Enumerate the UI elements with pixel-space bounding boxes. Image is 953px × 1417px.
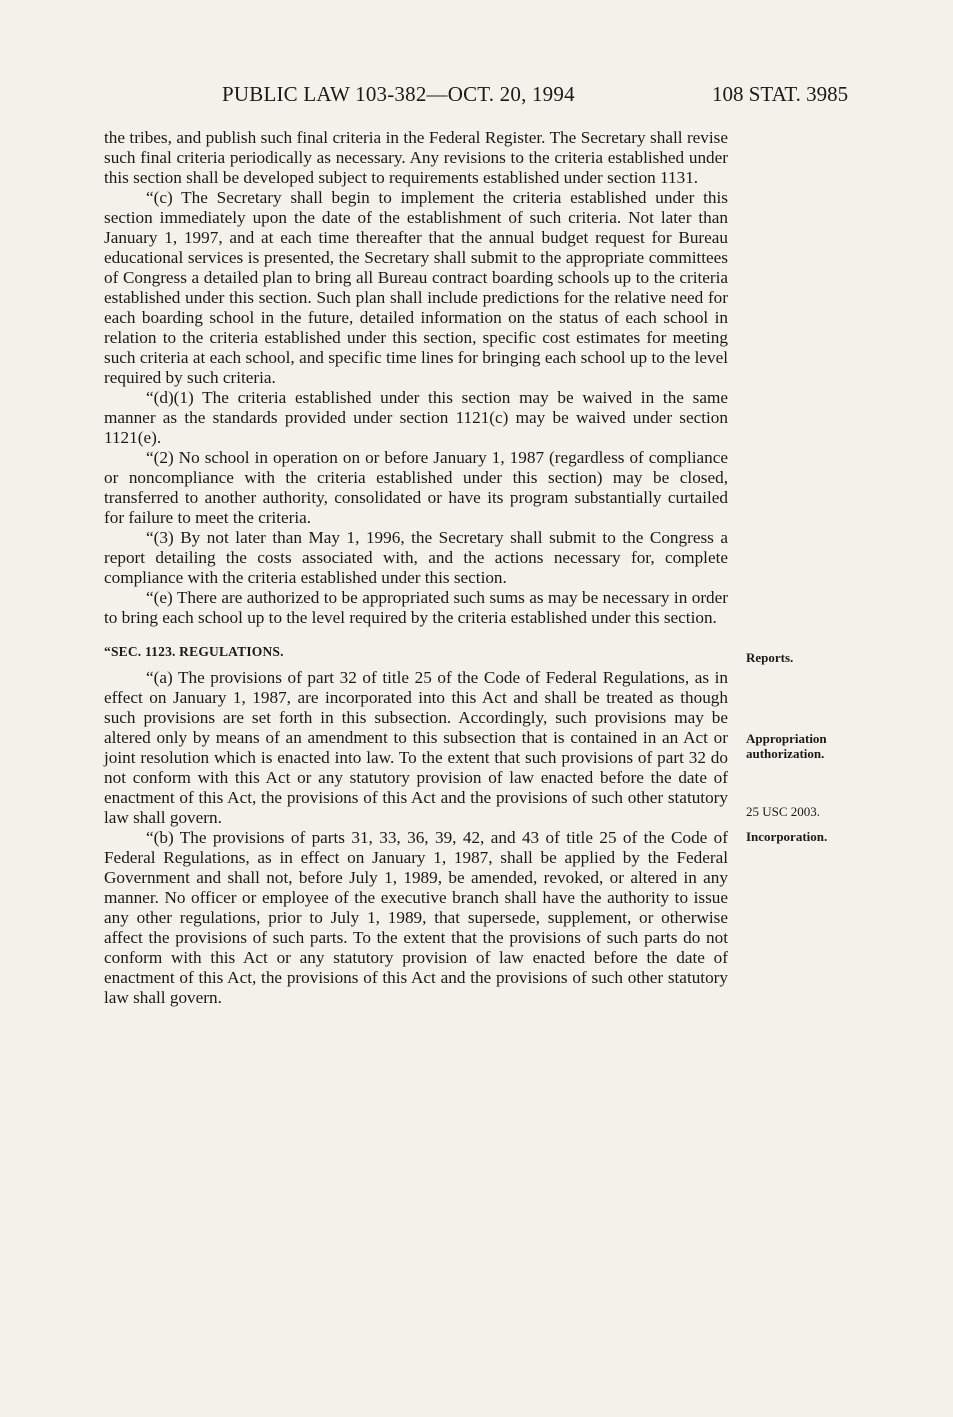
margin-note-appropriation-line2: authorization. [746, 746, 825, 761]
margin-note-appropriation [746, 731, 827, 761]
section-heading: “SEC. 1123. REGULATIONS. [104, 644, 284, 659]
paragraph-c: “(c) The Secretary shall begin to implement the criteria established under this section immediately upon the date of the establishment of such criteria. Not later than January 1, 1997, and at each time thereafter that the annual budget request for Bureau educational services is presented, the Secretary shall submit to the appropriate committees of Congress a detailed plan to bring all Bureau contract boarding schools up to the criteria established under this section. Such plan shall include predictions for the relative need for each boarding school in the future, detailed information on the status of each school in relation to the criteria established under this section, specific cost estimates for meeting such criteria at each school, and specific time lines for bringing each school up to the level required by such criteria. [104, 188, 728, 387]
body-text [104, 128, 728, 1008]
paragraph-d3: “(3) By not later than May 1, 1996, the Secretary shall submit to the Congress a report detailing the costs associated with, and the actions necessary for, complete compliance with the criteria established under this section. [104, 528, 728, 587]
paragraph-d1: “(d)(1) The criteria established under this section may be waived in the same manner as the standards provided under section 1121(c) may be waived under section 1121(e). [104, 388, 728, 447]
page-header-stat: 108 STAT. 3985 [712, 82, 849, 106]
paragraph-a: “(a) The provisions of part 32 of title 25 of the Code of Federal Regulations, as in effect on January 1, 1987, are incorporated into this Act and shall be treated as though such provisions are set forth in this subsection. Accordingly, such provisions may be altered only by means of an amendment to this subsection that is contained in an Act or joint resolution which is enacted into law. To the extent that such provisions of part 32 do not conform with this Act or any statutory provision of law enacted before the date of enactment of this Act, the provisions of this Act and the provisions of such other statutory law shall govern. [104, 668, 728, 827]
page-header-title: PUBLIC LAW 103-382—OCT. 20, 1994 [222, 82, 575, 106]
margin-note-incorporation: Incorporation. [746, 829, 828, 844]
paragraph-e: “(e) There are authorized to be appropriated such sums as may be necessary in order to bring each school up to the level required by the criteria established under this section. [104, 588, 728, 627]
paragraph-continuation: the tribes, and publish such final criteria in the Federal Register. The Secretary shall revise such final criteria periodically as necessary. Any revisions to the criteria established under this section shall be developed subject to requirements established under section 1131. [104, 128, 728, 187]
margin-note-reports: Reports. [746, 650, 794, 665]
margin-note-usc: 25 USC 2003. [746, 804, 821, 819]
paragraph-b: “(b) The provisions of parts 31, 33, 36, 39, 42, and 43 of title 25 of the Code of Federal Regulations, as in effect on January 1, 1987, shall be applied by the Federal Government and shall not, before July 1, 1989, be amended, revoked, or altered in any manner. No officer or employee of the executive branch shall have the authority to issue any other regulations, prior to July 1, 1989, that supersede, supplement, or otherwise affect the provisions of such parts. To the extent that the provisions of such parts do not conform with this Act or any statutory provision of law enacted before the date of enactment of this Act, the provisions of this Act and the provisions of such other statutory law shall govern. [104, 828, 728, 1007]
margin-note-appropriation-line1: Appropriation [746, 731, 827, 746]
paragraph-d2: “(2) No school in operation on or before January 1, 1987 (regardless of compliance or noncompliance with the criteria established under this section) may be closed, transferred to another authority, consolidated or have its program substantially curtailed for failure to meet the criteria. [104, 448, 728, 527]
